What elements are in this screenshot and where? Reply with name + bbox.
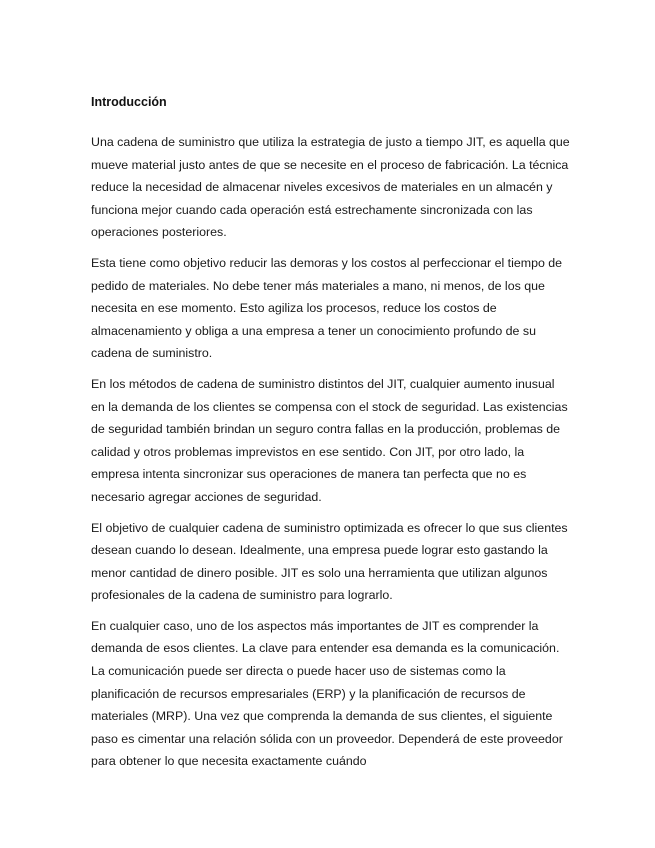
section-heading: Introducción	[91, 95, 167, 109]
paragraph-3: En los métodos de cadena de suministro distintos del JIT, cualquier aumento inusual en la demanda de los clientes se compensa con el stock de seguridad. Las existencias de seguridad también brindan un seguro contra fallas en la producción, problemas de calidad y otros problemas imprevistos en ese sentido. Con JIT, por otro lado, la empresa intenta sincronizar sus operaciones de manera tan perfecta que no es necesario agregar acciones de seguridad.	[91, 376, 568, 504]
paragraph-5: En cualquier caso, uno de los aspectos más importantes de JIT es comprender la demanda de esos clientes. La clave para entender esa demanda es la comunicación. La comunicación puede ser directa o puede hacer uso de sistemas como la planificación de recursos empresariales (ERP) y la planificación de recursos de materiales (MRP). Una vez que comprenda la demanda de sus clientes, el siguiente paso es cimentar una relación sólida con un proveedor. Dependerá de este proveedor para obtener lo que necesita exactamente cuándo	[91, 618, 563, 769]
paragraph-2: Esta tiene como objetivo reducir las demoras y los costos al perfeccionar el tiempo de pedido de materiales. No debe tener más materiales a mano, ni menos, de los que necesita en ese momento. Esto agiliza los procesos, reduce los costos de almacenamiento y obliga a una empresa a tener un conocimiento profundo de su cadena de suministro.	[91, 255, 563, 361]
document-body	[91, 93, 571, 781]
paragraph-4: El objetivo de cualquier cadena de suministro optimizada es ofrecer lo que sus clientes desean cuando lo desean. Idealmente, una empresa puede lograr esto gastando la menor cantidad de dinero posible. JIT es solo una herramienta que utilizan algunos profesionales de la cadena de suministro para lograrlo.	[91, 520, 568, 603]
paragraph-1: Una cadena de suministro que utiliza la estrategia de justo a tiempo JIT, es aquella que mueve material justo antes de que se necesite en el proceso de fabricación. La técnica reduce la necesidad de almacenar niveles excesivos de materiales en un almacén y funciona mejor cuando cada operación está estrechamente sincronizada con las operaciones posteriores.	[91, 135, 570, 240]
